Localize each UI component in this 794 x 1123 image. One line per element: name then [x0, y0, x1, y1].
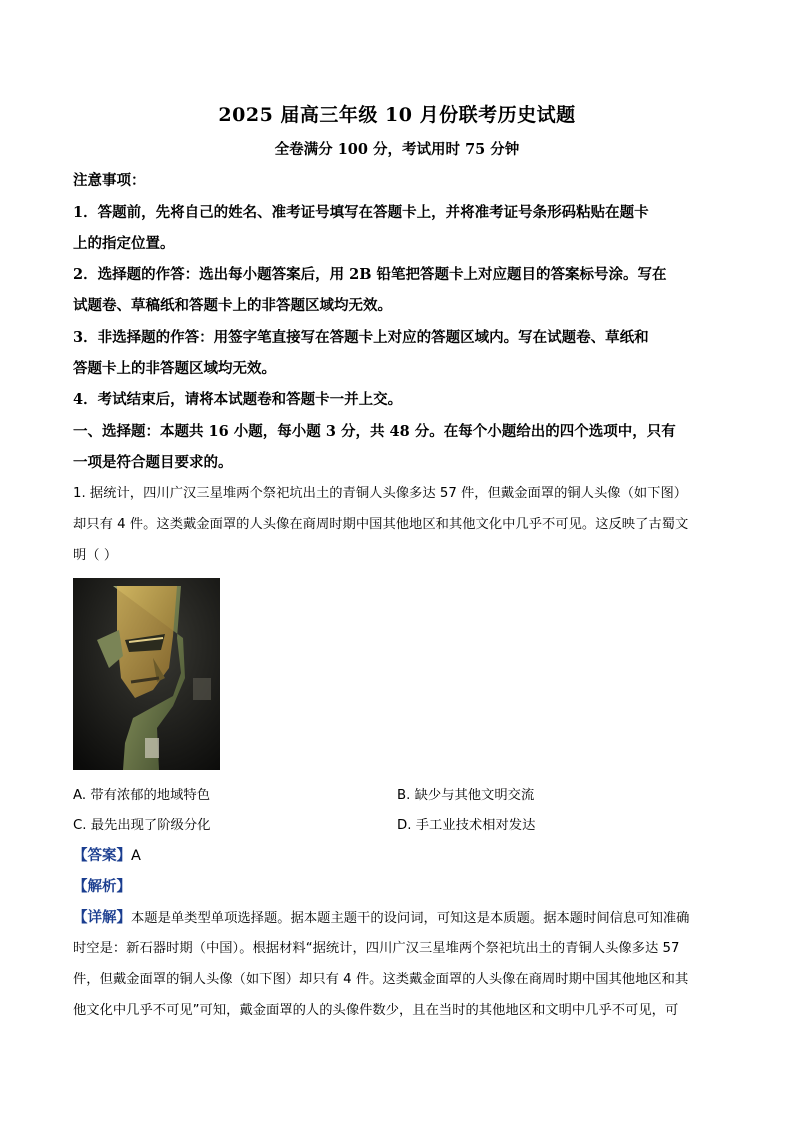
option-a: A. 带有浓郁的地域特色	[73, 788, 210, 803]
answer-value: A	[131, 848, 141, 864]
detail-label: 【详解】	[73, 910, 131, 926]
notice-heading: 注意事项：	[73, 172, 146, 189]
notice-line: 2．选择题的作答：选出每小题答案后，用 2B 铅笔把答题卡上对应题目的答案标号涂。写在	[73, 266, 667, 283]
detail-line: 他文化中几乎不可见”可知，戴金面罩的人的头像件数少，且在当时的其他地区和文明中几乎不可见，可	[73, 1003, 679, 1018]
notice-line: 上的指定位置。	[73, 235, 175, 252]
option-d: D. 手工业技术相对发达	[397, 818, 536, 833]
analysis-line	[73, 877, 131, 897]
analysis-label: 【解析】	[73, 879, 131, 895]
notice-line: 4．考试结束后，请将本试题卷和答题卡一并上交。	[73, 391, 403, 408]
detail-text: 本题是单类型单项选择题。据本题主题干的设问词，可知这是本质题。据本题时间信息可知准确	[131, 911, 690, 926]
detail-line: 件，但戴金面罩的铜人头像（如下图）却只有 4 件。这类戴金面罩的人头像在商周时期中国其他地区和其	[73, 972, 689, 987]
detail-line: 时空是：新石器时期（中国）。根据材料“据统计，四川广汉三星堆两个祭祀坑出土的青铜人头像多达 57	[73, 941, 680, 956]
question-stem-line: 却只有 4 件。这类戴金面罩的人头像在商周时期中国其他地区和其他文化中几乎不可见。这反映了古蜀文	[73, 517, 689, 532]
notice-line: 1．答题前，先将自己的姓名、准考证号填写在答题卡上，并将准考证号条形码粘贴在题卡	[73, 204, 649, 221]
answer-label: 【答案】	[73, 848, 131, 864]
page-subtitle: 全卷满分 100 分，考试用时 75 分钟	[274, 141, 520, 158]
section-heading: 一、选择题：本题共 16 小题，每小题 3 分，共 48 分。在每个小题给出的四个选项中，只有	[73, 423, 676, 440]
notice-line: 试题卷、草稿纸和答题卡上的非答题区域均无效。	[73, 297, 392, 314]
option-c: C. 最先出现了阶级分化	[73, 818, 211, 833]
notice-line: 3．非选择题的作答：用签字笔直接写在答题卡上对应的答题区域内。写在试题卷、草纸和	[73, 329, 649, 346]
notice-line: 答题卡上的非答题区域均无效。	[73, 360, 276, 377]
question-stem-line: 明（ ）	[73, 548, 118, 563]
question-stem-line: 1. 据统计，四川广汉三星堆两个祭祀坑出土的青铜人头像多达 57 件，但戴金面罩的铜人头像（如下图）	[73, 486, 688, 501]
answer-line	[73, 846, 141, 866]
section-heading-cont: 一项是符合题目要求的。	[73, 454, 233, 471]
option-b: B. 缺少与其他文明交流	[397, 788, 535, 803]
page-title: 2025 届高三年级 10 月份联考历史试题	[218, 104, 576, 126]
detail-line	[73, 908, 733, 929]
bronze-head-photo	[73, 578, 220, 770]
